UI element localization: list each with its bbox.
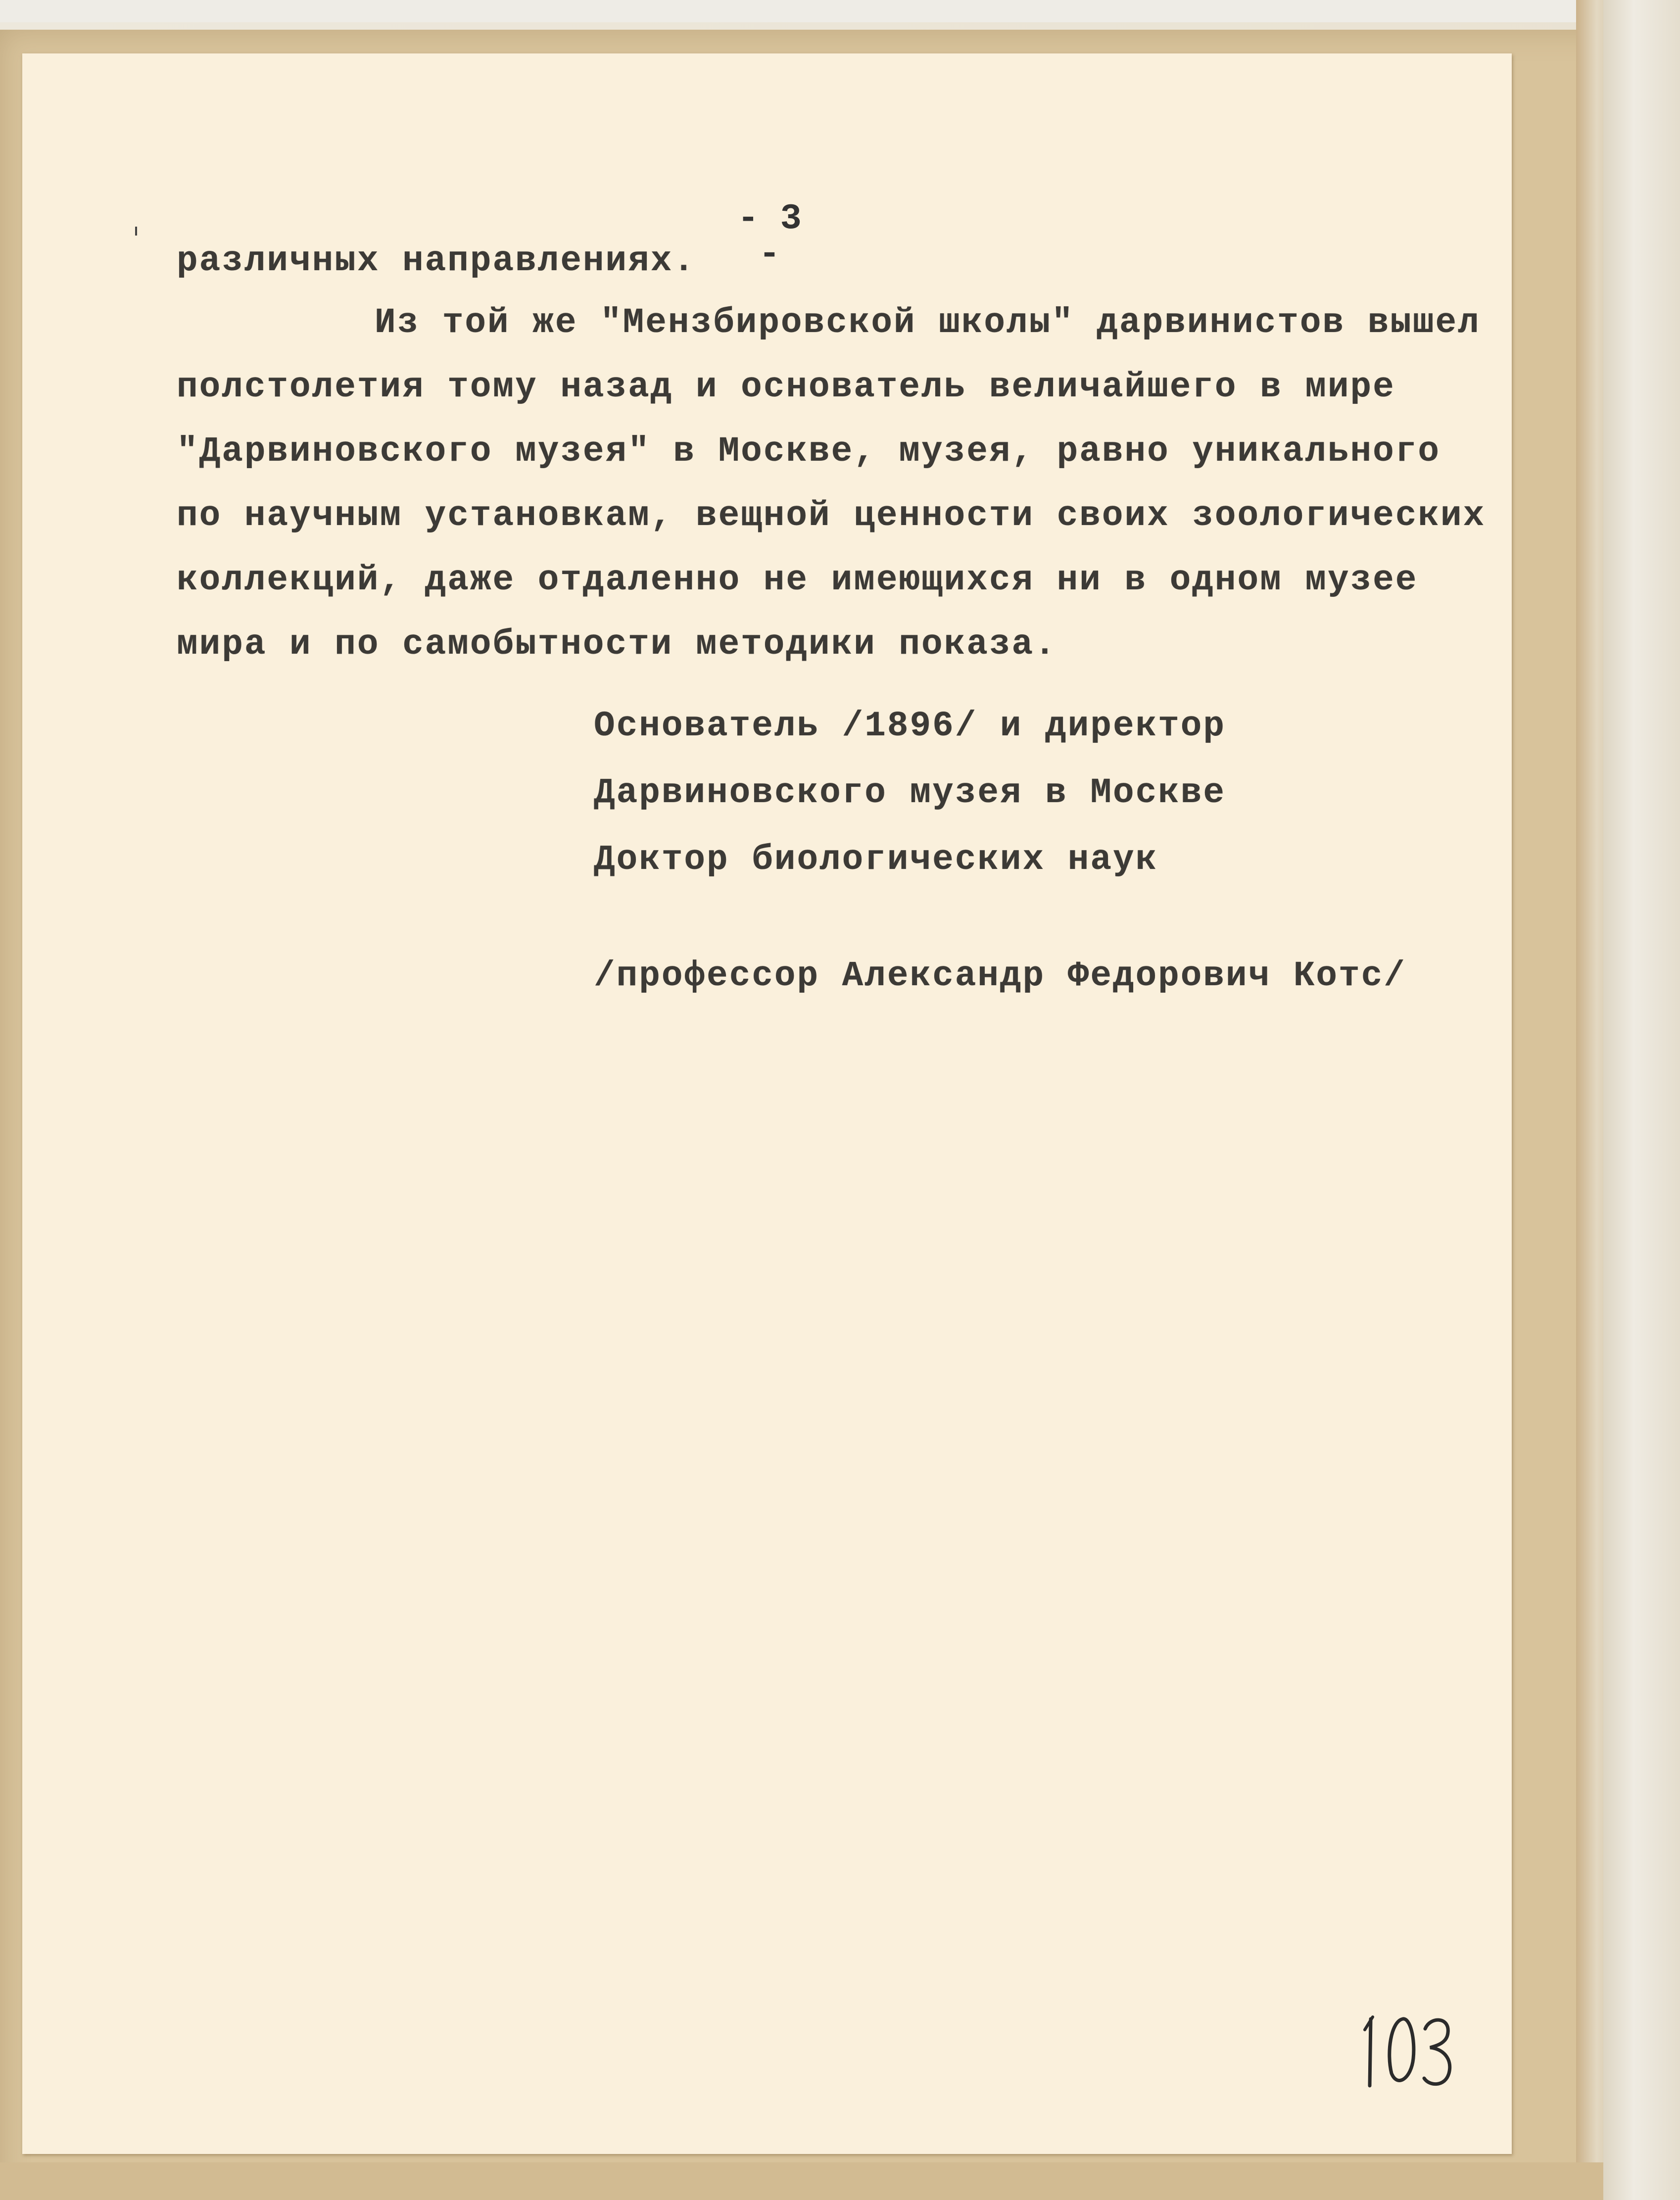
page-number: - 3 -: [737, 198, 802, 275]
handwritten-folio-number: [1356, 1999, 1465, 2093]
paragraph-line-3: "Дарвиновского музея" в Москве, музея, равно уникального: [177, 432, 1440, 472]
signature-title-line-3: Доктор биологических наук: [594, 840, 1158, 880]
continuation-line: различных направлениях.: [177, 241, 696, 281]
paragraph-line-2: полстолетия тому назад и основатель величайшего в мире: [177, 368, 1395, 407]
paragraph-line-6: мира и по самобытности методики показа.: [177, 625, 1057, 665]
paragraph-line-4: по научным установкам, вещной ценности своих зоологических: [177, 496, 1486, 536]
typed-page: [22, 53, 1512, 2154]
signature-title-line-2: Дарвиновского музея в Москве: [594, 773, 1226, 813]
margin-mark: [135, 227, 137, 236]
paragraph-line-5: коллекций, даже отдаленно не имеющихся ни в одном музее: [177, 561, 1418, 600]
folder-bottom-edge: [0, 2162, 1603, 2200]
signature-name: /профессор Александр Федорович Котс/: [594, 957, 1406, 996]
signature-title-line-1: Основатель /1896/ и директор: [594, 707, 1226, 746]
adjacent-page-edge: [1603, 0, 1680, 2200]
paragraph-line-1: Из той же "Мензбировской школы" дарвинистов вышел: [375, 303, 1481, 343]
scan-top-edge: [0, 0, 1680, 22]
